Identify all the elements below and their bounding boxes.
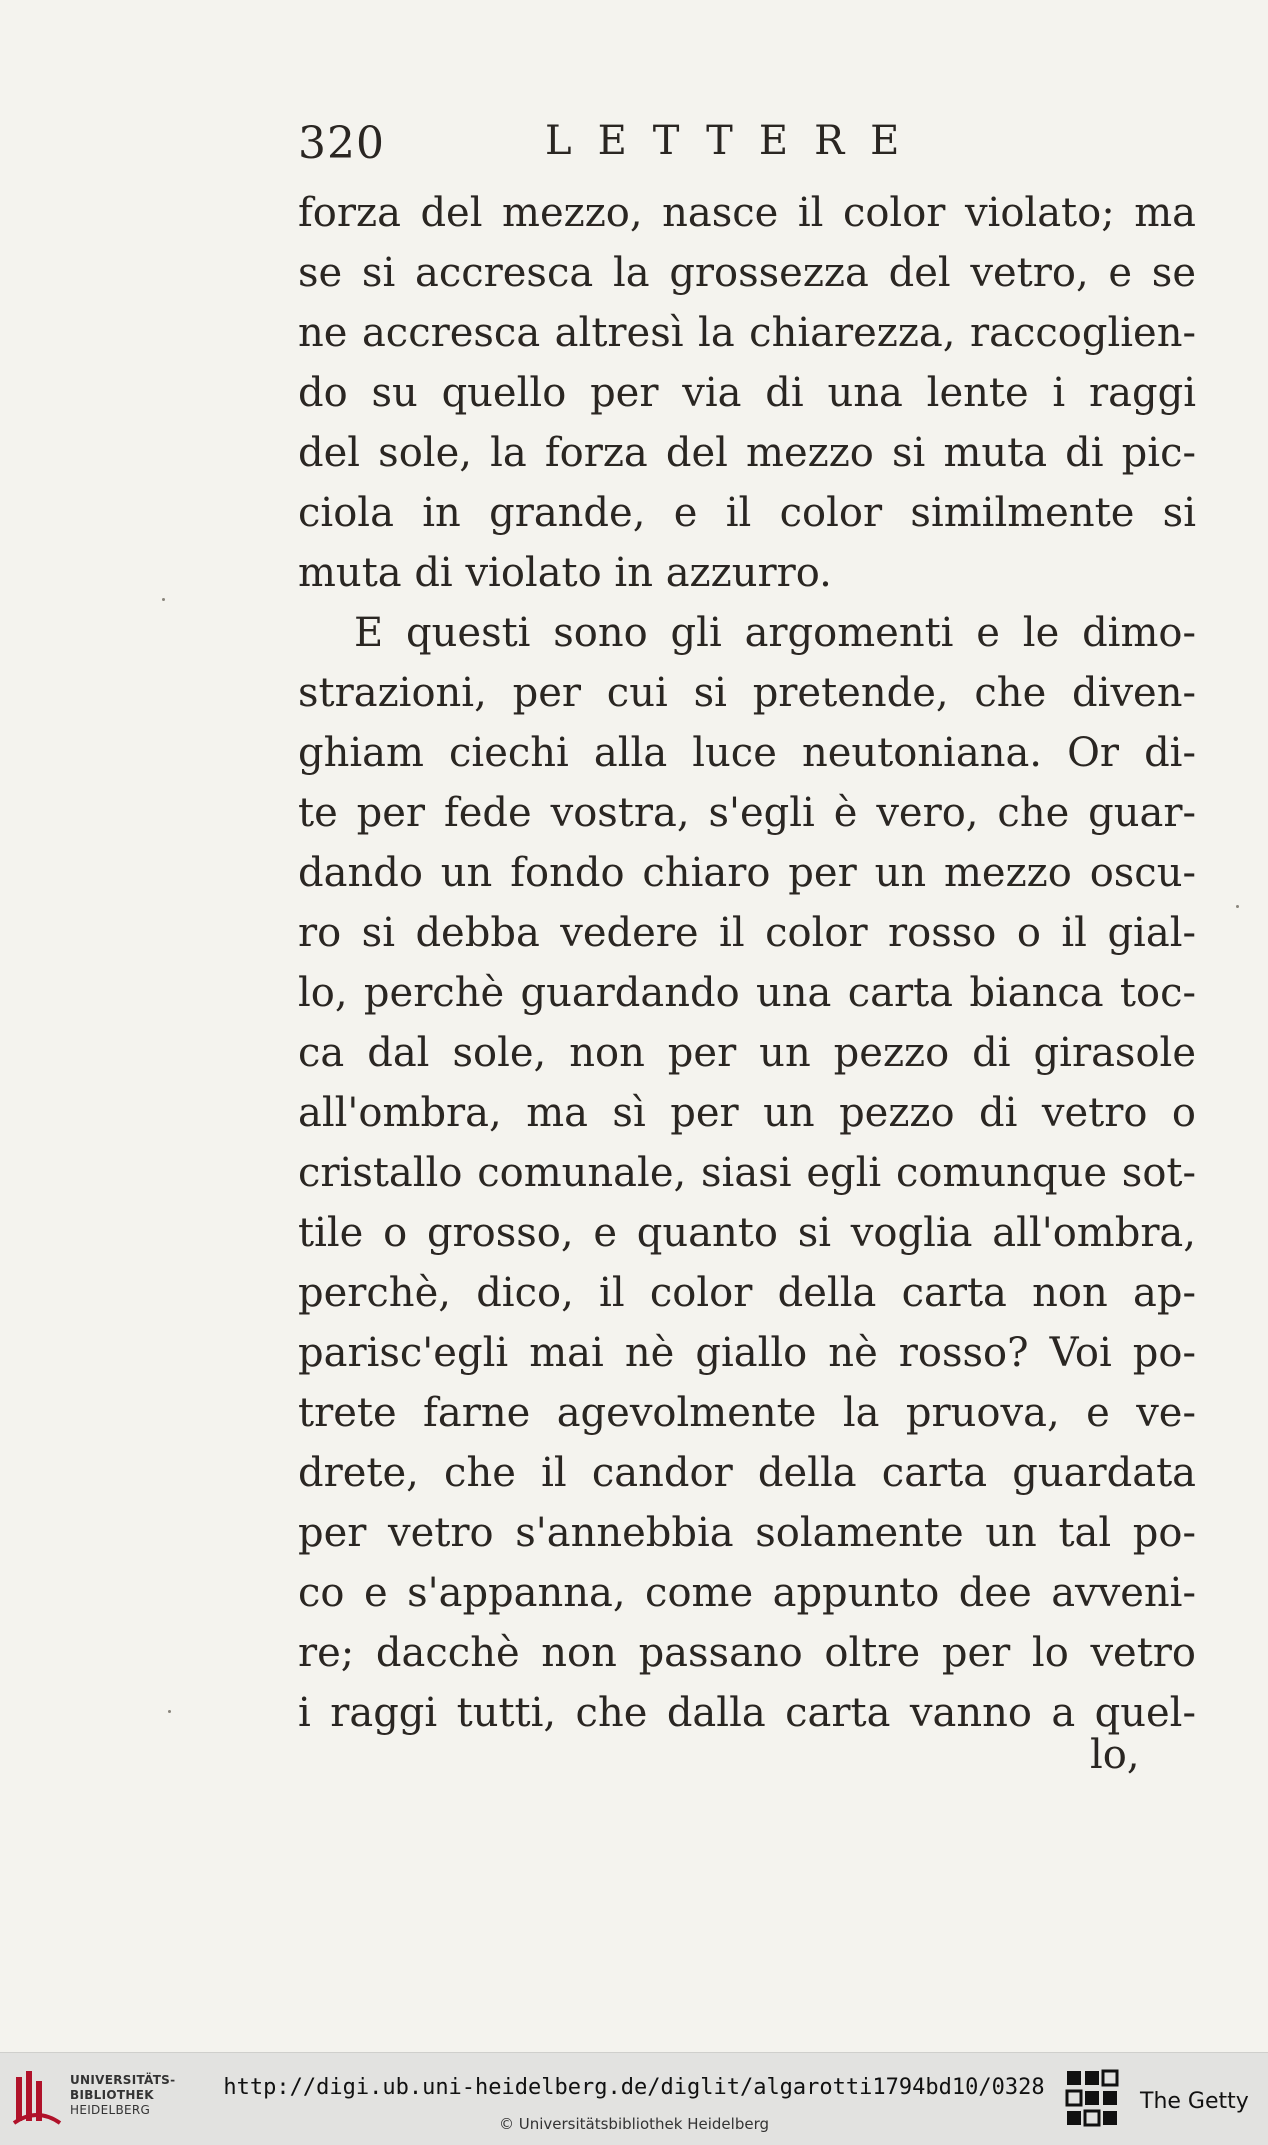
- paper-speck: [162, 598, 165, 601]
- paper-speck: [1236, 905, 1239, 908]
- text-line: dando un fondo chiaro per un mezzo oscu-: [298, 850, 1196, 896]
- text-line: ca dal sole, non per un pezzo di girasole: [298, 1030, 1196, 1076]
- text-line: ro si debba vedere il color rosso o il gial-: [298, 910, 1196, 956]
- text-line: do su quello per via di una lente i raggi: [298, 370, 1196, 416]
- text-line: cristallo comunale, siasi egli comunque sot-: [298, 1150, 1196, 1196]
- text-line: re; dacchè non passano oltre per lo vetro: [298, 1630, 1196, 1676]
- text-line: te per fede vostra, s'egli è vero, che guar-: [298, 790, 1196, 836]
- text-line: strazioni, per cui si pretende, che diven-: [298, 670, 1196, 716]
- text-line: co e s'appanna, come appunto dee avveni-: [298, 1570, 1196, 1616]
- copyright-notice: © Universitätsbibliothek Heidelberg: [498, 2115, 769, 2133]
- sponsor-name: The Getty: [1140, 2089, 1249, 2114]
- text-line: ghiam ciechi alla luce neutoniana. Or di-: [298, 730, 1196, 776]
- text-line: trete farne agevolmente la pruova, e ve-: [298, 1390, 1196, 1436]
- running-head: LETTERE: [545, 118, 926, 164]
- text-line: i raggi tutti, che dalla carta vanno a quel-: [298, 1690, 1196, 1736]
- catchword: lo,: [1090, 1732, 1140, 1778]
- page-number: 320: [298, 118, 385, 169]
- text-line: ne accresca altresì la chiarezza, raccoglien-: [298, 310, 1196, 356]
- body-text: [298, 183, 1196, 1743]
- text-line: drete, che il candor della carta guardata: [298, 1450, 1196, 1496]
- text-line: del sole, la forza del mezzo si muta di pic-: [298, 430, 1196, 476]
- permalink-url[interactable]: http://digi.ub.uni-heidelberg.de/diglit/algarotti1794bd10/0328: [223, 2075, 1045, 2100]
- text-line: all'ombra, ma sì per un pezzo di vetro o: [298, 1090, 1196, 1136]
- text-line: muta di violato in azzurro.: [298, 550, 832, 596]
- library-name: UNIVERSITÄTS- BIBLIOTHEK HEIDELBERG: [70, 2073, 176, 2117]
- text-line: forza del mezzo, nasce il color violato; ma: [298, 190, 1196, 236]
- viewer-footer: [0, 2052, 1268, 2145]
- text-line: lo, perchè guardando una carta bianca toc-: [298, 970, 1196, 1016]
- getty-logo-icon[interactable]: [1063, 2067, 1123, 2133]
- text-line: parisc'egli mai nè giallo nè rosso? Voi po-: [298, 1330, 1196, 1376]
- paper-speck: [168, 1710, 171, 1713]
- text-line: se si accresca la grossezza del vetro, e se: [298, 250, 1196, 296]
- text-line: tile o grosso, e quanto si voglia all'ombra,: [298, 1210, 1196, 1256]
- text-line: perchè, dico, il color della carta non ap-: [298, 1270, 1196, 1316]
- text-line: E questi sono gli argomenti e le dimo-: [354, 610, 1196, 656]
- text-line: ciola in grande, e il color similmente si: [298, 490, 1196, 536]
- text-line: per vetro s'annebbia solamente un tal po-: [298, 1510, 1196, 1556]
